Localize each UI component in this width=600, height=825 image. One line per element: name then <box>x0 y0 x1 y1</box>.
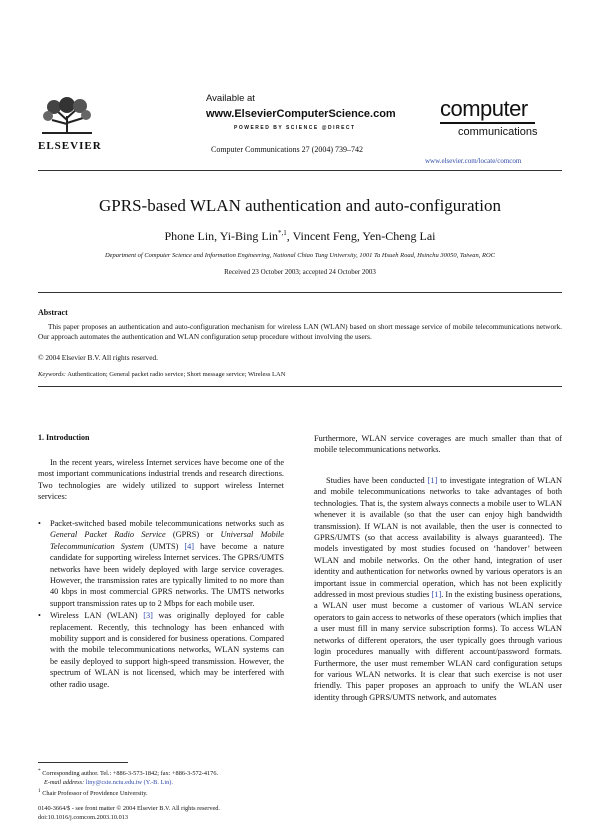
bullet-dot: • <box>38 611 41 621</box>
bullet1-text-c: (UMTS) <box>143 541 185 551</box>
elsevier-tree-logo <box>38 96 96 136</box>
author-affiliation: Department of Computer Science and Information Engineering, National Chiao Tung University, 1001 Ta Hsueh Road, Hsinchu 30050, Taiwan, ROC <box>104 252 496 259</box>
keywords-line <box>38 371 285 378</box>
journal-logo-line1: computer <box>440 96 528 121</box>
intro-paragraph-continued: Furthermore, WLAN service coverages are much smaller than that of mobile telecommunications networks. <box>314 434 562 455</box>
p2-text-a: Studies have been conducted <box>326 476 428 485</box>
list-item <box>38 610 284 690</box>
header-divider <box>38 170 562 171</box>
authors-main: Phone Lin, Yi-Bing Lin <box>164 229 279 243</box>
article-title: GPRS-based WLAN authentication and auto-configuration <box>99 196 501 215</box>
abstract-heading: Abstract <box>38 308 68 317</box>
footnote-chair-text: Chair Professor of Providence University. <box>42 790 148 798</box>
journal-url-link[interactable]: www.elsevier.com/locate/comcom <box>425 157 522 165</box>
p2-text-c: . In the existing business operations, a WLAN user must become a customer of various WLAN service operators to gain access to networks of these operators (which implies that a user must fill in many service subscription forms). To access WLAN networks of different operators, the user typically goes through various login procedures manually with different account/password formats. Furthermore, the user must remember WLAN card configuration setups for various WLAN networks. It is clear that such exercise is not user friendly. This paper proposes an approach to unify the WLAN user identity through GPRS/UMTS network, and automates <box>314 590 562 702</box>
footnotes <box>38 767 284 799</box>
authors-rest: , Vincent Feng, Yen-Cheng Lai <box>286 229 436 243</box>
p2-text-b: to investigate integration of WLAN and mobile telecommunications networks to take advantages of both technologies. That is, the system always connects a mobile user to WLAN whenever it is available (so that the user can enjoy high bandwidth transmission). If WLAN is not available, then the user is connected to GPRS/UMTS (so that access availability is always guaranteed). The models investigated by most studies focused on ‘handover’ between WLAN and mobile networks. On the other hand, integration of user identity and authentication for networks owned by various operators is an important issue in commercial operation, which has not been explicitly addressed in most previous studies <box>314 476 562 600</box>
bullet2-text-b: was originally deployed for cable replacement. Recently, this technology has been enhanced with mobility support and is considered for business operations. Compared with the mobile telecommunications networks, WLAN systems can be easily deployed to support high-speed transmission. However, the spectrum of WLAN is not licensed, which may be interfered with other radio usage. <box>50 611 284 689</box>
bullet2-text-a: Wireless LAN (WLAN) <box>50 611 144 621</box>
bullet1-text-b: (GPRS) or <box>165 530 221 540</box>
issn-line: 0140-3664/$ - see front matter © 2004 Elsevier B.V. All rights reserved. <box>38 805 220 812</box>
issn-doi-block <box>38 805 220 822</box>
received-dates: Received 23 October 2003; accepted 24 October 2003 <box>224 268 376 276</box>
article-authors <box>0 229 600 244</box>
abstract-bottom-divider <box>38 386 562 387</box>
citation-link[interactable]: [3] <box>143 611 153 621</box>
email-link[interactable]: liny@csie.nctu.edu.tw (Y.-B. Lin). <box>85 778 173 786</box>
bullet1-umts-term: Universal Mobile Telecommunication System <box>50 530 284 551</box>
bullet1-text-a: Packet-switched based mobile telecommunications networks such as <box>50 519 284 528</box>
bullet1-gprs-term: General Packet Radio Service <box>50 530 166 540</box>
intro-paragraph-1: In the recent years, wireless Internet services have become one of the most important communications industrial trends and research directions. Two technologies are widely utilized to support wireless Internet services: <box>38 458 284 502</box>
email-label: E-mail address: <box>44 778 85 786</box>
publisher-wordmark: ELSEVIER <box>38 140 102 152</box>
list-item <box>38 518 284 609</box>
keywords-list: Authentication; General packet radio service; Short message service; Wireless LAN <box>67 371 286 378</box>
abstract-top-divider <box>38 292 562 293</box>
authors-superscript: *,1 <box>278 229 287 237</box>
citation-link[interactable]: [1] <box>427 476 438 485</box>
bullet1-text-d: have become a nature candidate for supporting wireless Internet services. The GPRS/UMTS networks have been widely deployed with large service coverages. However, the transmission rates are typically limited to no more than 40 kbps in most commercial GPRS networks. The UMTS networks support transmission rates up to 2 Mbps for each mobile user. <box>50 541 285 608</box>
footnote-mark: 1 <box>38 788 41 795</box>
powered-by-sciencedirect: POWERED BY SCIENCE @DIRECT <box>234 125 356 131</box>
bullet-dot: • <box>38 519 41 528</box>
available-at-label: Available at <box>206 93 255 104</box>
technology-bullet-list <box>38 518 284 691</box>
footnote-chair <box>38 787 284 799</box>
abstract-text: This paper proposes an authentication and auto-configuration mechanism for wireless LAN (WLAN) based on short message service of mobile telecommunications network. Our approach automates the authentication and WLAN configuration setup procedure without involving the users. <box>38 322 562 341</box>
doi-link[interactable]: doi:10.1016/j.comcom.2003.10.013 <box>38 813 129 821</box>
esc-site-link[interactable]: www.ElsevierComputerScience.com <box>206 108 396 120</box>
intro-paragraph-2 <box>314 475 562 703</box>
citation-link[interactable]: [1] <box>431 590 442 600</box>
journal-citation: Computer Communications 27 (2004) 739–742 <box>211 145 363 154</box>
keywords-label: Keywords: <box>38 371 66 378</box>
abstract-copyright: © 2004 Elsevier B.V. All rights reserved. <box>38 353 158 362</box>
section-heading-introduction: 1. Introduction <box>38 433 90 442</box>
footnote-mark: * <box>38 768 41 774</box>
footnote-contact: Corresponding author. Tel.: +886-3-573-1842; fax: +886-3-572-4176. <box>42 770 219 778</box>
footnote-email <box>38 779 284 788</box>
footnote-corresponding <box>38 767 284 779</box>
citation-link[interactable]: [4] <box>184 541 195 551</box>
journal-logo-rule <box>440 122 535 124</box>
footnote-rule <box>38 762 128 763</box>
journal-logo-line2: communications <box>458 126 538 138</box>
